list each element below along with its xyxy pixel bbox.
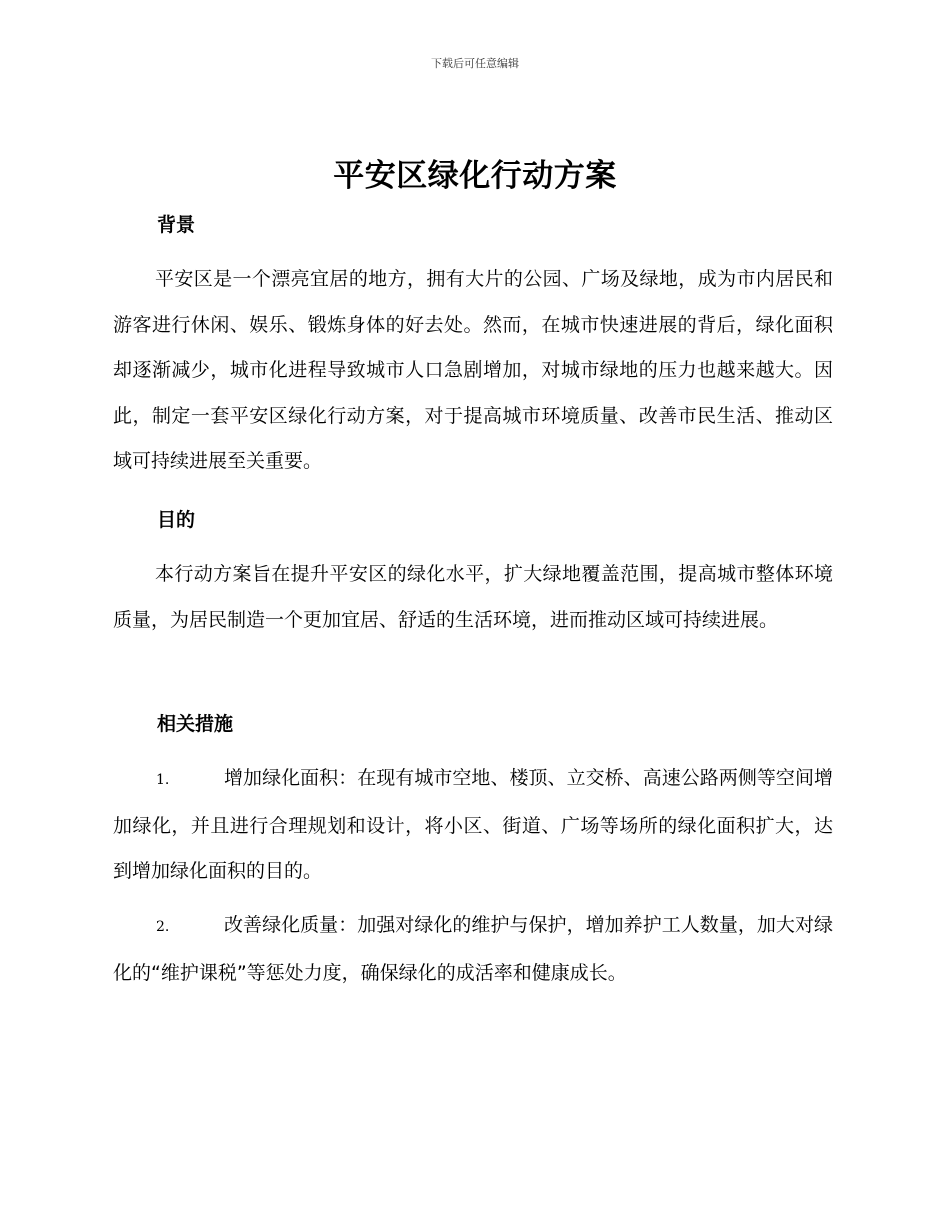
page-header-note: 下载后可任意编辑	[431, 57, 519, 70]
list-number: 1.	[156, 772, 170, 788]
list-item-text: 改善绿化质量：加强对绿化的维护与保护，增加养护工人数量，加大对绿化的“维护课税”等惩处力度，确保绿化的成活率和健康成长。	[113, 914, 833, 984]
background-paragraph: 平安区是一个漂亮宜居的地方，拥有大片的公园、广场及绿地，成为市内居民和游客进行休闲、娱乐、锻炼身体的好去处。然而，在城市快速进展的背后，绿化面积却逐渐减少，城市化进程导致城市人口急剧增加，对城市绿地的压力也越来越大。因此，制定一套平安区绿化行动方案，对于提高城市环境质量、改善市民生活、推动区域可持续进展至关重要。	[113, 268, 833, 472]
section-heading-background: 背景	[157, 214, 196, 236]
section-heading-purpose: 目的	[157, 509, 196, 531]
list-item-text: 增加绿化面积：在现有城市空地、楼顶、立交桥、高速公路两侧等空间增加绿化，并且进行合理规划和设计，将小区、街道、广场等场所的绿化面积扩大，达到增加绿化面积的目的。	[113, 767, 833, 882]
section-heading-measures: 相关措施	[157, 713, 234, 735]
measure-item	[113, 903, 833, 996]
document-title: 平安区绿化行动方案	[333, 158, 617, 194]
purpose-paragraph: 本行动方案旨在提升平安区的绿化水平，扩大绿地覆盖范围，提高城市整体环境质量，为居民制造一个更加宜居、舒适的生活环境，进而推动区域可持续进展。	[113, 563, 833, 631]
list-number: 2.	[156, 919, 170, 935]
measure-item	[113, 756, 833, 895]
